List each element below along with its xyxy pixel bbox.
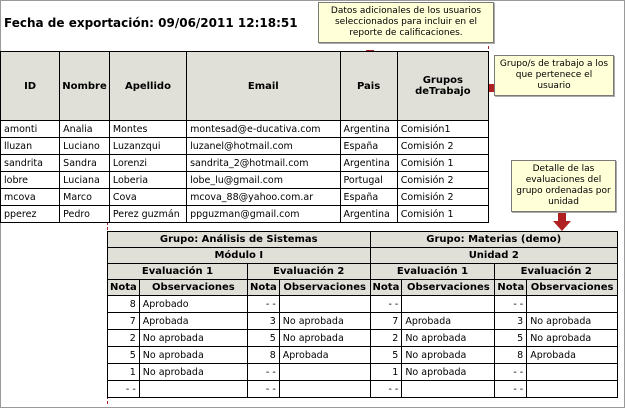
cell-nota: 8: [495, 347, 527, 364]
obs-header: Observaciones: [139, 280, 247, 296]
grades-table: [107, 231, 618, 398]
cell-observacion: [527, 296, 618, 313]
arrow-down-icon: [553, 213, 571, 231]
cell-observacion: No aprobada: [527, 330, 618, 347]
cell-grupo: Comisión 2: [397, 189, 488, 206]
cell-nombre: Luciano: [60, 138, 110, 155]
table-row: [108, 381, 618, 398]
cell-observacion: No aprobada: [139, 347, 247, 364]
header-nombre: Nombre: [60, 52, 110, 121]
cell-email: mcova_88@yahoo.com.ar: [187, 189, 340, 206]
cell-observacion: No aprobada: [527, 313, 618, 330]
cell-observacion: No aprobada: [279, 330, 370, 347]
cell-apellido: Luzanzqui: [109, 138, 186, 155]
nota-header: Nota: [495, 280, 527, 296]
cell-nota: 5: [248, 330, 280, 347]
table-row: [1, 138, 489, 155]
cell-observacion: No aprobada: [139, 364, 247, 381]
nota-header: Nota: [370, 280, 402, 296]
cell-apellido: Lorenzi: [109, 155, 186, 172]
callout-groups: Grupo/s de trabajo a los que pertenece el usuario: [494, 55, 614, 96]
cell-grupo: Comisión 1: [397, 155, 488, 172]
cell-email: montesad@e-ducativa.com: [187, 121, 340, 138]
cell-nota: - -: [370, 381, 402, 398]
cell-nota: - -: [248, 296, 280, 313]
obs-header: Observaciones: [527, 280, 618, 296]
cell-observacion: No aprobada: [402, 330, 495, 347]
nota-header: Nota: [108, 280, 140, 296]
table-row: [108, 330, 618, 347]
cell-observacion: [527, 364, 618, 381]
callout-detail: Detalle de las evaluaciones del grupo ordenadas por unidad: [511, 160, 616, 212]
header-pais: Pais: [340, 52, 397, 121]
cell-id: amonti: [1, 121, 60, 138]
cell-grupo: Comisión 1: [397, 206, 488, 223]
unit-a-header: Módulo I: [108, 248, 371, 264]
obs-header: Observaciones: [402, 280, 495, 296]
users-table: [0, 51, 489, 223]
cell-observacion: Aprobada: [402, 313, 495, 330]
cell-nota: - -: [495, 364, 527, 381]
table-row: [108, 364, 618, 381]
cell-nombre: Luciana: [60, 172, 110, 189]
cell-apellido: Montes: [109, 121, 186, 138]
cell-email: luzanel@hotmail.com: [187, 138, 340, 155]
obs-header: Observaciones: [279, 280, 370, 296]
eval2-header: Evaluación 2: [495, 264, 618, 280]
cell-nota: - -: [495, 296, 527, 313]
cell-observacion: [279, 364, 370, 381]
table-row: [1, 172, 489, 189]
cell-id: pperez: [1, 206, 60, 223]
cell-nota: - -: [248, 364, 280, 381]
cell-email: ppguzman@gmail.com: [187, 206, 340, 223]
unit-b-header: Unidad 2: [370, 248, 617, 264]
eval1-header: Evaluación 1: [108, 264, 248, 280]
cell-observacion: [527, 381, 618, 398]
cell-nota: 7: [370, 313, 402, 330]
cell-nota: 1: [370, 364, 402, 381]
nota-header: Nota: [248, 280, 280, 296]
group-b-header: Grupo: Materias (demo): [370, 232, 617, 248]
cell-observacion: [139, 381, 247, 398]
cell-nota: 5: [495, 330, 527, 347]
callout-extra-data: Datos adicionales de los usuarios seleccionados para incluir en el reporte de calificaciones.: [318, 2, 494, 43]
cell-observacion: No aprobada: [139, 330, 247, 347]
cell-nota: - -: [370, 296, 402, 313]
cell-observacion: No aprobada: [402, 364, 495, 381]
cell-nota: 8: [108, 296, 140, 313]
cell-nota: 1: [108, 364, 140, 381]
cell-nota: 7: [108, 313, 140, 330]
cell-pais: España: [340, 189, 397, 206]
cell-observacion: [279, 296, 370, 313]
cell-observacion: Aprobado: [139, 296, 247, 313]
cell-nota: 3: [495, 313, 527, 330]
table-row: [1, 189, 489, 206]
cell-nota: - -: [108, 381, 140, 398]
header-id: ID: [1, 52, 60, 121]
cell-observacion: No aprobada: [402, 347, 495, 364]
table-row: [1, 155, 489, 172]
cell-email: sandrita_2@hotmail.com: [187, 155, 340, 172]
cell-nota: 2: [370, 330, 402, 347]
header-email: Email: [187, 52, 340, 121]
cell-grupo: Comisión 2: [397, 138, 488, 155]
cell-nombre: Marco: [60, 189, 110, 206]
cell-pais: España: [340, 138, 397, 155]
cell-observacion: Aprobada: [279, 347, 370, 364]
cell-grupo: Comisión 2: [397, 172, 488, 189]
table-row: [108, 296, 618, 313]
cell-nota: 5: [370, 347, 402, 364]
cell-id: mcova: [1, 189, 60, 206]
cell-nota: 3: [248, 313, 280, 330]
cell-observacion: No aprobada: [279, 313, 370, 330]
cell-nombre: Pedro: [60, 206, 110, 223]
cell-pais: Argentina: [340, 206, 397, 223]
cell-id: sandrita: [1, 155, 60, 172]
group-a-header: Grupo: Análisis de Sistemas: [108, 232, 371, 248]
export-title: Fecha de exportación: 09/06/2011 12:18:51: [4, 16, 298, 30]
table-row: [1, 206, 489, 223]
cell-apellido: Loberia: [109, 172, 186, 189]
cell-pais: Argentina: [340, 155, 397, 172]
cell-observacion: Aprobada: [527, 347, 618, 364]
cell-email: lobe_lu@gmail.com: [187, 172, 340, 189]
eval2-header: Evaluación 2: [248, 264, 371, 280]
cell-id: lluzan: [1, 138, 60, 155]
cell-apellido: Perez guzmán: [109, 206, 186, 223]
cell-observacion: [279, 381, 370, 398]
cell-pais: Argentina: [340, 121, 397, 138]
cell-nota: - -: [495, 381, 527, 398]
table-row: [1, 121, 489, 138]
header-grupos: Grupos deTrabajo: [397, 52, 488, 121]
header-apellido: Apellido: [109, 52, 186, 121]
cell-observacion: [402, 296, 495, 313]
cell-nota: 5: [108, 347, 140, 364]
cell-observacion: [402, 381, 495, 398]
table-row: [108, 313, 618, 330]
cell-nota: 2: [108, 330, 140, 347]
cell-nota: 8: [248, 347, 280, 364]
cell-grupo: Comisión1: [397, 121, 488, 138]
cell-apellido: Cova: [109, 189, 186, 206]
cell-pais: Portugal: [340, 172, 397, 189]
cell-nombre: Analia: [60, 121, 110, 138]
table-row: [108, 347, 618, 364]
eval1-header: Evaluación 1: [370, 264, 495, 280]
cell-observacion: Aprobada: [139, 313, 247, 330]
cell-id: lobre: [1, 172, 60, 189]
cell-nombre: Sandra: [60, 155, 110, 172]
cell-nota: - -: [248, 381, 280, 398]
